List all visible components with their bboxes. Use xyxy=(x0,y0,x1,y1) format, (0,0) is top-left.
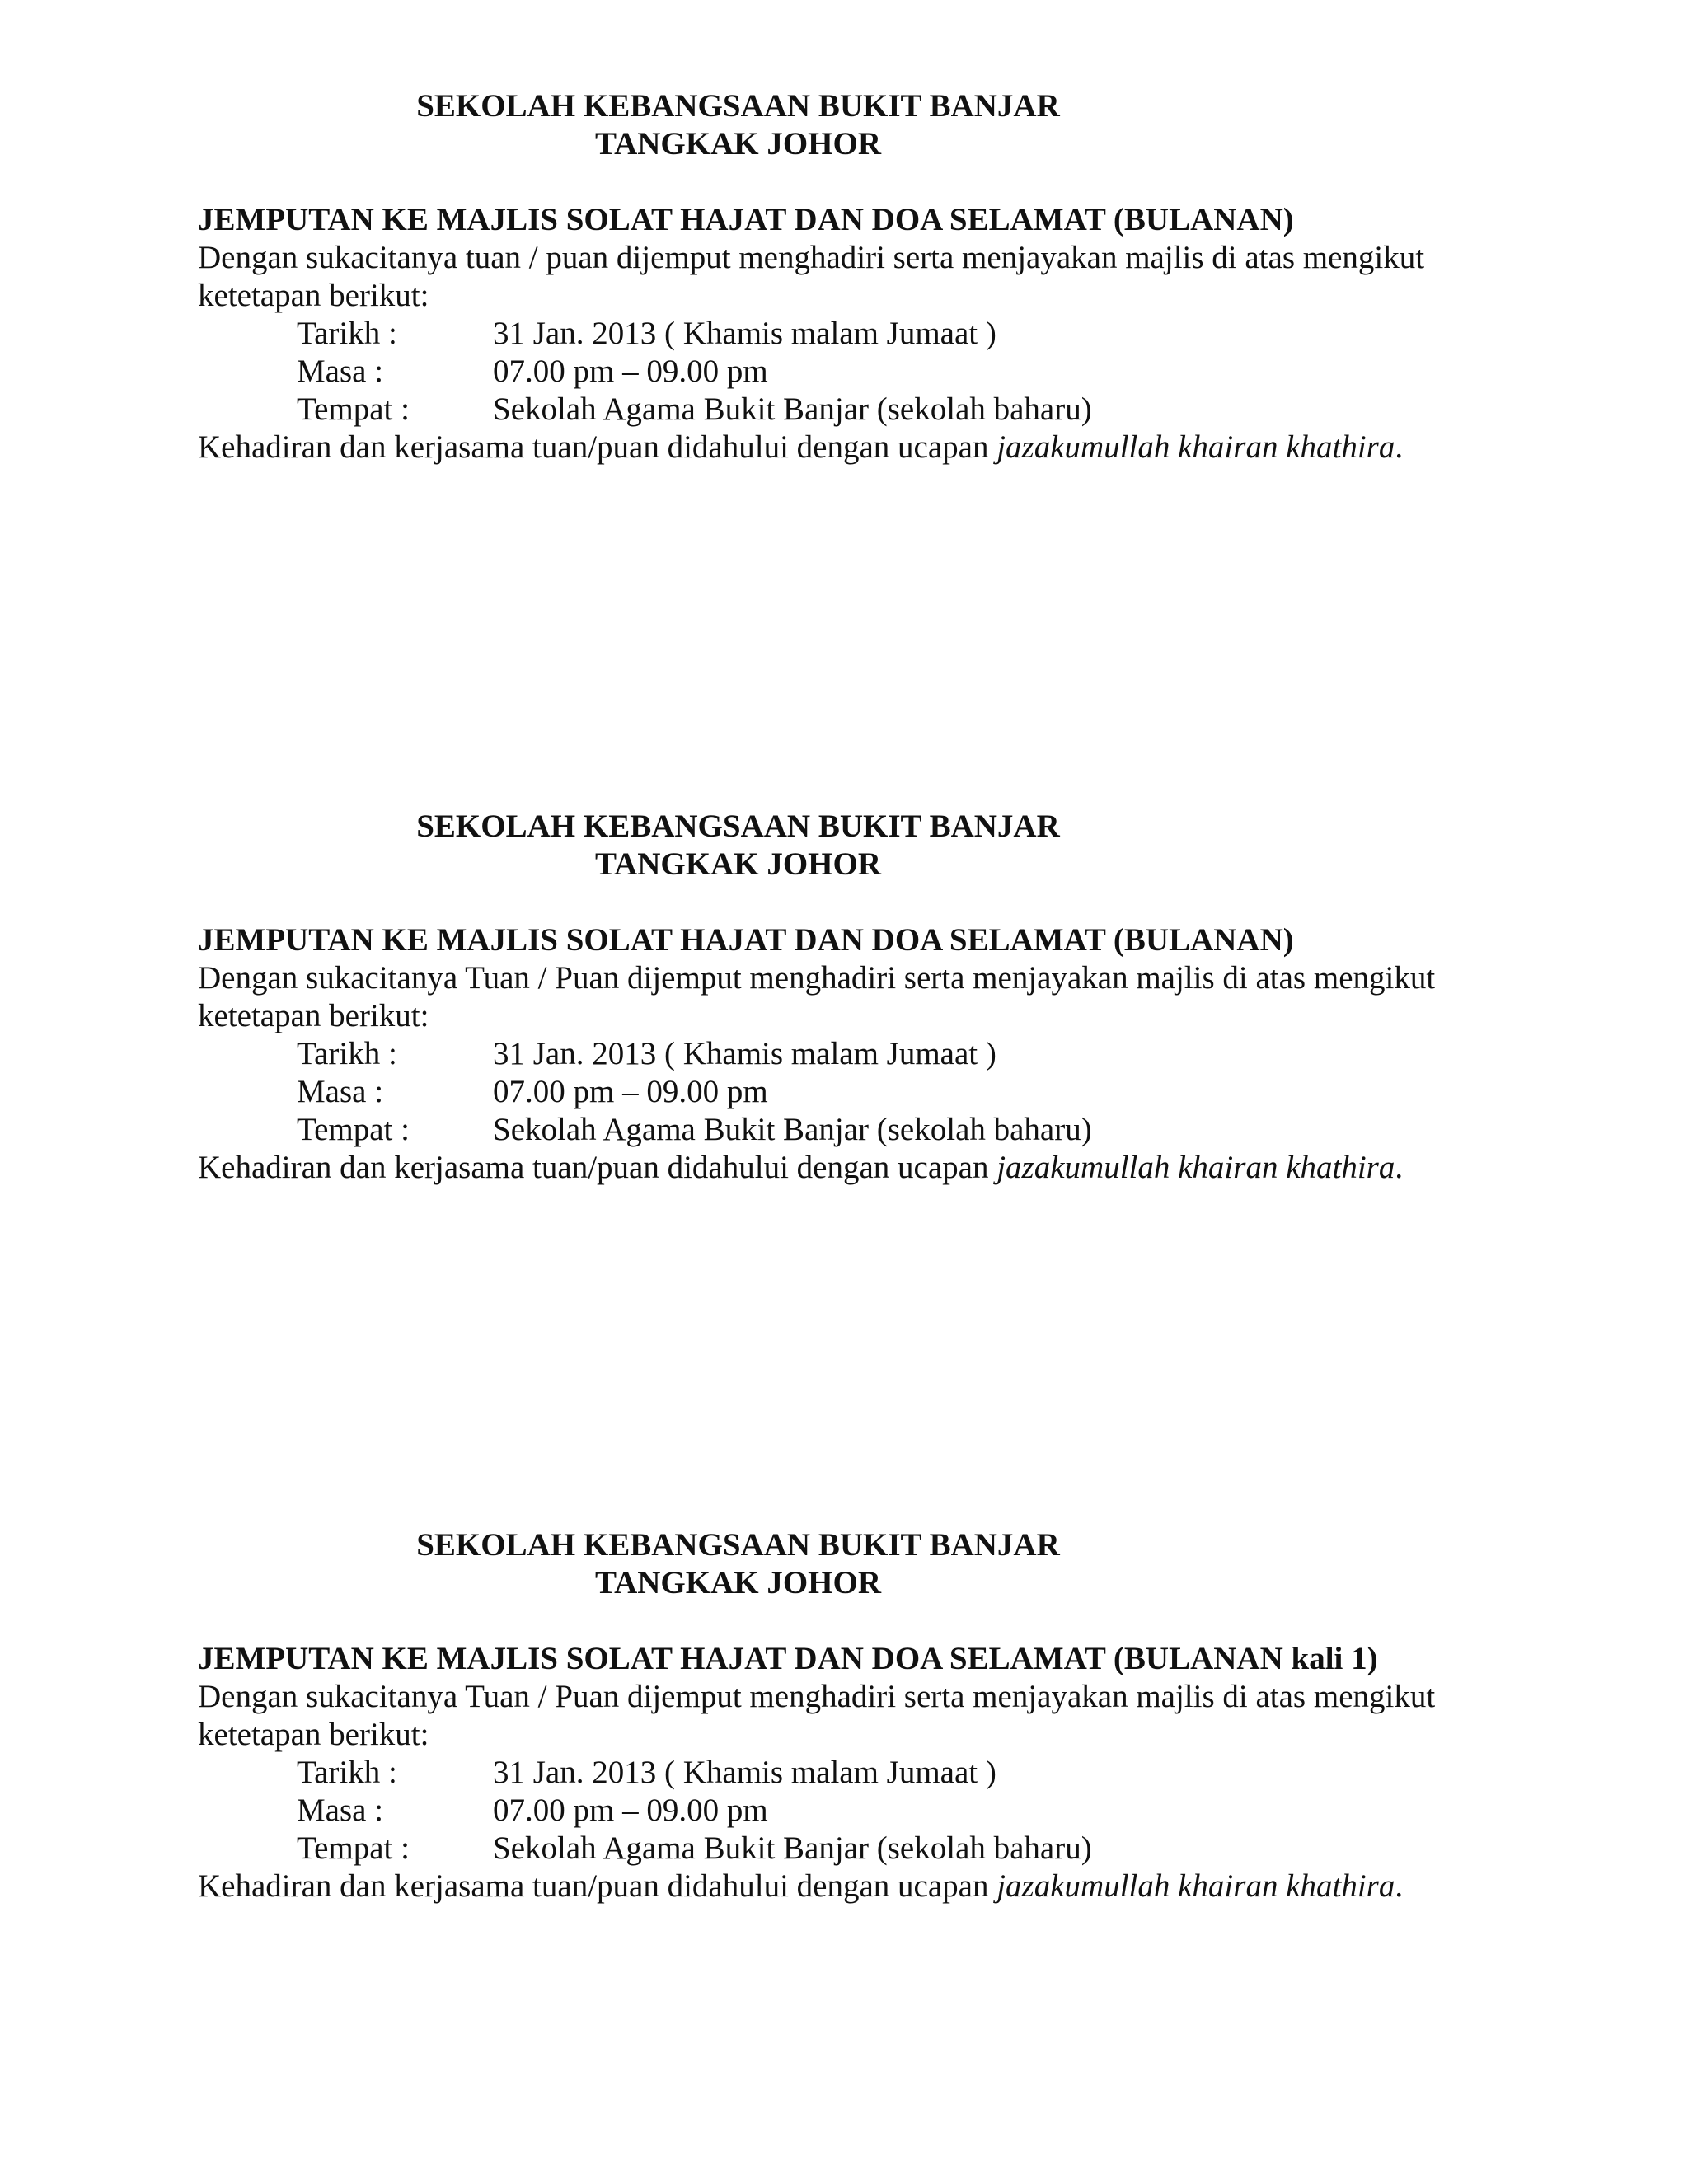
detail-row-venue xyxy=(198,1830,1517,1868)
date-value: 31 Jan. 2013 ( Khamis malam Jumaat ) xyxy=(493,1036,996,1071)
detail-row-date xyxy=(198,315,1517,353)
closing-line xyxy=(198,429,1517,466)
time-value: 07.00 pm – 09.00 pm xyxy=(493,1793,768,1828)
detail-row-date xyxy=(198,1035,1517,1073)
closing-period: . xyxy=(1395,1868,1404,1904)
school-name: SEKOLAH KEBANGSAAN BUKIT BANJAR xyxy=(416,1527,1060,1563)
time-label: Masa : xyxy=(297,1793,384,1828)
closing-period: . xyxy=(1395,1150,1404,1185)
closing-text: Kehadiran dan kerjasama tuan/puan didahului dengan ucapan xyxy=(198,1150,997,1185)
time-label: Masa : xyxy=(297,354,384,389)
school-header xyxy=(198,1526,1278,1602)
detail-row-time xyxy=(198,1073,1517,1111)
venue-value: Sekolah Agama Bukit Banjar (sekolah baharu) xyxy=(493,1830,1092,1866)
detail-row-time xyxy=(198,1792,1517,1830)
invitation-block-1 xyxy=(198,87,1517,466)
detail-row-venue xyxy=(198,1111,1517,1149)
date-label: Tarikh : xyxy=(297,1755,397,1790)
invitation-title: JEMPUTAN KE MAJLIS SOLAT HAJAT DAN DOA SELAMAT (BULANAN kali 1) xyxy=(198,1641,1378,1676)
school-location: TANGKAK JOHOR xyxy=(594,1565,882,1601)
time-value: 07.00 pm – 09.00 pm xyxy=(493,354,768,389)
invitation-intro: Dengan sukacitanya Tuan / Puan dijemput menghadiri serta menjayakan majlis di atas mengikut ketetapan berikut: xyxy=(198,1679,1436,1752)
date-label: Tarikh : xyxy=(297,1036,397,1071)
school-header xyxy=(198,808,1278,883)
detail-row-venue xyxy=(198,391,1517,429)
invitation-intro: Dengan sukacitanya tuan / puan dijemput menghadiri serta menjayakan majlis di atas mengikut ketetapan berikut: xyxy=(198,240,1425,313)
school-location: TANGKAK JOHOR xyxy=(594,126,882,162)
closing-greeting: jazakumullah khairan khathira xyxy=(996,429,1395,465)
venue-label: Tempat : xyxy=(297,1112,410,1147)
school-header xyxy=(198,87,1278,163)
closing-text: Kehadiran dan kerjasama tuan/puan didahului dengan ucapan xyxy=(198,429,997,465)
school-name: SEKOLAH KEBANGSAAN BUKIT BANJAR xyxy=(416,88,1060,124)
school-location: TANGKAK JOHOR xyxy=(594,846,882,882)
closing-line xyxy=(198,1868,1517,1905)
school-name: SEKOLAH KEBANGSAAN BUKIT BANJAR xyxy=(416,808,1060,844)
closing-greeting: jazakumullah khairan khathira xyxy=(996,1150,1395,1185)
invitation-block-3 xyxy=(198,1526,1517,1905)
time-label: Masa : xyxy=(297,1074,384,1109)
closing-line xyxy=(198,1149,1517,1187)
date-value: 31 Jan. 2013 ( Khamis malam Jumaat ) xyxy=(493,316,996,351)
invitation-title: JEMPUTAN KE MAJLIS SOLAT HAJAT DAN DOA SELAMAT (BULANAN) xyxy=(198,202,1294,237)
venue-value: Sekolah Agama Bukit Banjar (sekolah baharu) xyxy=(493,391,1092,427)
venue-label: Tempat : xyxy=(297,1830,410,1866)
date-value: 31 Jan. 2013 ( Khamis malam Jumaat ) xyxy=(493,1755,996,1790)
closing-period: . xyxy=(1395,429,1404,465)
event-details xyxy=(198,1035,1517,1149)
date-label: Tarikh : xyxy=(297,316,397,351)
time-value: 07.00 pm – 09.00 pm xyxy=(493,1074,768,1109)
invitation-title: JEMPUTAN KE MAJLIS SOLAT HAJAT DAN DOA SELAMAT (BULANAN) xyxy=(198,922,1294,958)
closing-greeting: jazakumullah khairan khathira xyxy=(996,1868,1395,1904)
event-details xyxy=(198,315,1517,429)
venue-label: Tempat : xyxy=(297,391,410,427)
venue-value: Sekolah Agama Bukit Banjar (sekolah baharu) xyxy=(493,1112,1092,1147)
event-details xyxy=(198,1754,1517,1868)
detail-row-date xyxy=(198,1754,1517,1792)
invitation-intro: Dengan sukacitanya Tuan / Puan dijemput menghadiri serta menjayakan majlis di atas mengikut ketetapan berikut: xyxy=(198,960,1436,1033)
detail-row-time xyxy=(198,353,1517,391)
invitation-block-2 xyxy=(198,808,1517,1187)
closing-text: Kehadiran dan kerjasama tuan/puan didahului dengan ucapan xyxy=(198,1868,997,1904)
